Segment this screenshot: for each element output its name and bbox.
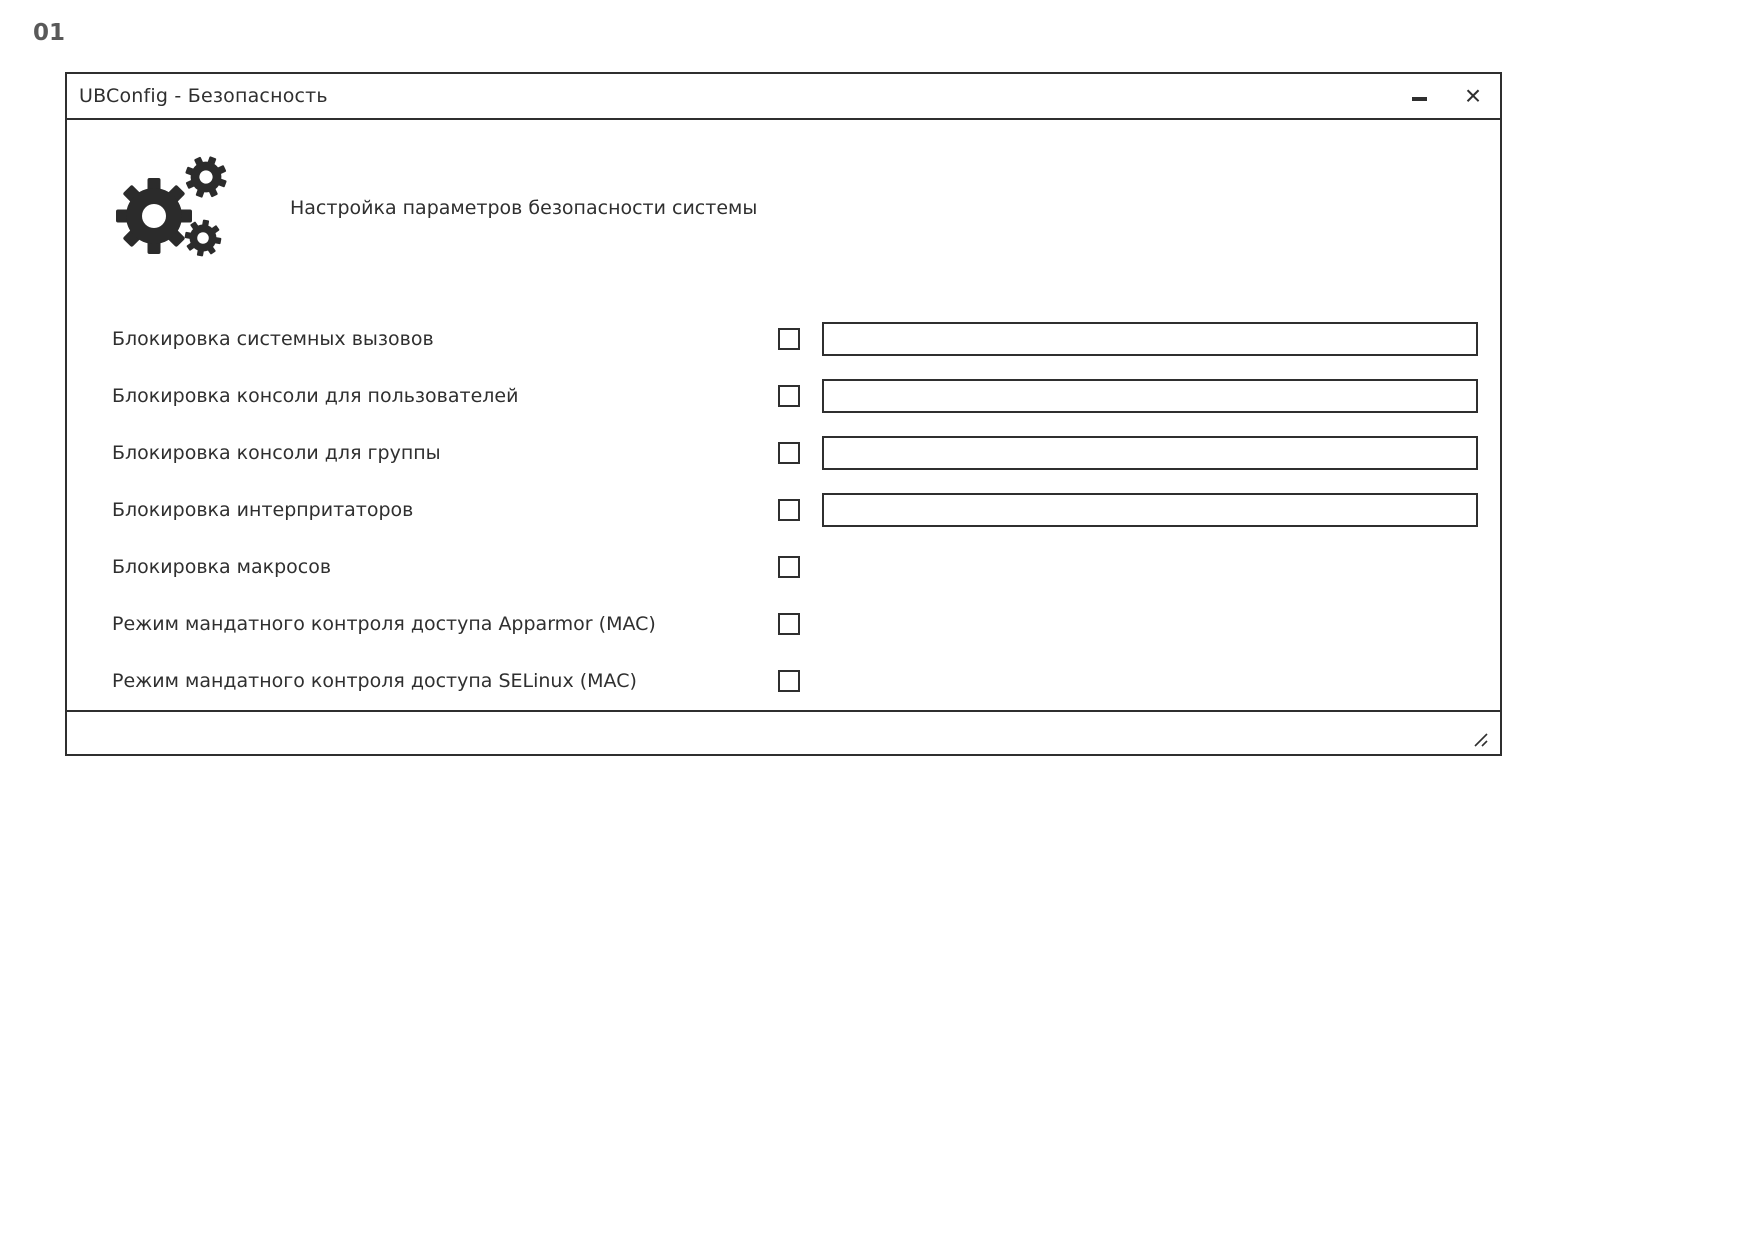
minimize-button[interactable]: [1406, 83, 1432, 109]
window-body: [67, 120, 1500, 710]
input-console-group[interactable]: [822, 436, 1478, 470]
page-number: 01: [33, 20, 66, 46]
gears-icon: [112, 150, 234, 266]
close-icon: ×: [1464, 80, 1482, 111]
window-title: UBConfig - Безопасность: [79, 85, 328, 107]
row-console-users: [112, 367, 1478, 424]
window-titlebar: [67, 74, 1500, 120]
checkbox-macros[interactable]: [778, 556, 800, 578]
label-selinux: Режим мандатного контроля доступа SELinux (MAC): [112, 669, 637, 692]
ubconfig-window: [65, 72, 1502, 756]
row-system-calls: [112, 310, 1478, 367]
status-bar: [67, 710, 1500, 754]
row-interpreters: [112, 481, 1478, 538]
security-settings-description: Настройка параметров безопасности системы: [290, 197, 758, 219]
label-console-users: Блокировка консоли для пользователей: [112, 384, 519, 407]
row-apparmor: [112, 595, 1478, 652]
row-console-group: [112, 424, 1478, 481]
row-macros: [112, 538, 1478, 595]
window-controls: [1406, 80, 1486, 111]
input-interpreters[interactable]: [822, 493, 1478, 527]
label-apparmor: Режим мандатного контроля доступа Apparmor (MAC): [112, 612, 656, 635]
input-console-users[interactable]: [822, 379, 1478, 413]
checkbox-interpreters[interactable]: [778, 499, 800, 521]
row-selinux: [112, 652, 1478, 709]
label-interpreters: Блокировка интерпритаторов: [112, 498, 414, 521]
checkbox-console-group[interactable]: [778, 442, 800, 464]
checkbox-apparmor[interactable]: [778, 613, 800, 635]
security-form: [112, 310, 1478, 709]
checkbox-selinux[interactable]: [778, 670, 800, 692]
label-console-group: Блокировка консоли для группы: [112, 441, 441, 464]
checkbox-system-calls[interactable]: [778, 328, 800, 350]
input-system-calls[interactable]: [822, 322, 1478, 356]
resize-grip[interactable]: [1470, 732, 1492, 748]
header-block: [112, 120, 1478, 266]
close-button[interactable]: [1460, 80, 1486, 111]
label-macros: Блокировка макросов: [112, 555, 332, 578]
checkbox-console-users[interactable]: [778, 385, 800, 407]
label-system-calls: Блокировка системных вызовов: [112, 327, 434, 350]
minimize-icon: [1412, 97, 1427, 101]
